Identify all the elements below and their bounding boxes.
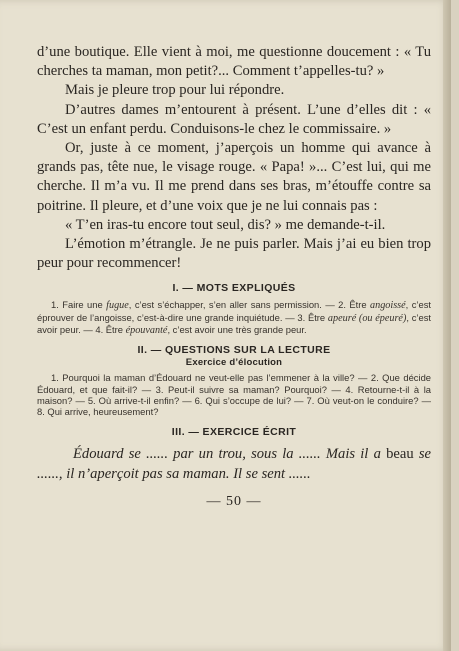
section-1-text: 1. Faire une fugue, c’est s’échapper, s’en aller sans permission. — 2. Être angoissé, c’est éprouver de l’angoisse, c’est-à-dire une grande inquiétude. — 3. Être apeuré (ou épeuré), c’est avoir peur. — 4. Être épouvanté, c’est avoir une très grande peur. [37, 299, 431, 337]
page-edge [443, 0, 451, 651]
story-paragraph-3: D’autres dames m’entourent à présent. L’une d’elles dit : « C’est un enfant perdu. Conduisons-le chez le commissaire. » [37, 101, 431, 137]
page-content [37, 43, 431, 510]
story-paragraph-1: d’une boutique. Elle vient à moi, me questionne doucement : « Tu cherches ta maman, mon petit?... Comment t’appelles-tu? » [37, 44, 431, 80]
section-2-heading: II. — QUESTIONS SUR LA LECTURE [137, 344, 331, 357]
section-2-questions: 1. Pourquoi la maman d’Édouard ne veut-elle pas l’emmener à la ville? — 2. Que décide Édouard, et que fait-il? — 3. Peut-il suivre sa maman? Pourquoi? — 4. Retourne-t-il à la maison? — 5. Où arrive-t-il enfin? — 6. Qui s’occupe de lui? — 7. Où veut-on le conduire? — 8. Qui arrive, heureusement? [37, 372, 431, 418]
story-paragraph-4: Or, juste à ce moment, j’aperçois un homme qui avance à grands pas, tête nue, le visage rouge. « Papa! »... C’est lui, qui me cherche. Il m’a vu. Il me prend dans ses bras, m’étouffe contre sa poitrine. Il pleure, et d’une voix que je ne lui connais pas : [37, 140, 431, 214]
section-3-heading: III. — EXERCICE ÉCRIT [171, 425, 297, 438]
story-paragraph-5: « T’en iras-tu encore tout seul, dis? » me demande-t-il. [65, 216, 386, 233]
section-2-subheading: Exercice d’élocution [185, 357, 283, 369]
section-1-heading: I. — MOTS EXPLIQUÉS [172, 282, 296, 295]
story-paragraph-6: L’émotion m’étrangle. Je ne puis parler. Mais j’ai eu bien trop peur pour recommencer! [37, 236, 431, 272]
section-3-exercise: Édouard se ...... par un trou, sous la ...... Mais il a beau se ......, il n’aperçoit pas sa maman. Il se sent ...... [37, 445, 431, 482]
page-number: — 50 — [206, 493, 262, 509]
story-paragraph-2: Mais je pleure trop pour lui répondre. [65, 82, 285, 99]
